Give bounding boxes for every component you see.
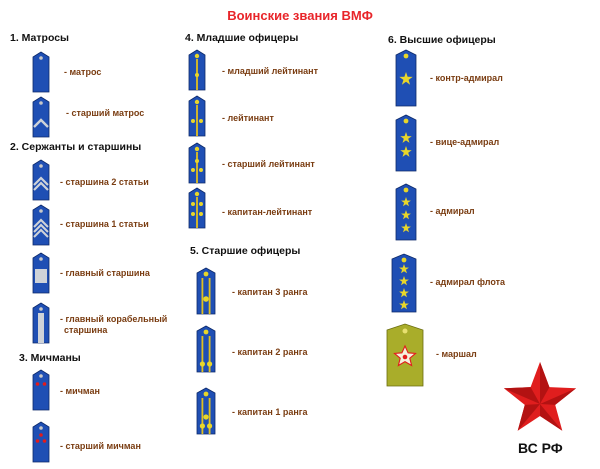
page-title: Воинские звания ВМФ [227, 8, 373, 23]
rank-label-petty-officer-1st: - старшина 1 статьи [60, 219, 149, 229]
section-heading-warrant-officers: 3. Мичманы [19, 352, 81, 364]
rank-label-lieutenant: - лейтинант [222, 113, 274, 123]
rank-label-chief-petty-officer: - главный старшина [60, 268, 150, 278]
section-heading-senior-officers: 5. Старшие офицеры [190, 245, 301, 257]
emblem-text: ВС РФ [518, 440, 563, 456]
shoulder-board-chief-ship-petty-officer [33, 303, 49, 343]
rank-label-senior-warrant-officer: - старший мичман [60, 441, 141, 451]
shoulder-board-fleet-admiral [392, 254, 416, 312]
section-heading-senior-flag-officers: 6. Высшие офицеры [388, 34, 496, 46]
red-star-icon [500, 360, 580, 440]
section-heading-sergeants: 2. Сержанты и старшины [10, 141, 142, 153]
shoulder-board-lieutenant [189, 96, 205, 136]
rank-label-vice-admiral: - вице-адмирал [430, 137, 500, 147]
rank-label-fleet-admiral: - адмирал флота [430, 277, 506, 287]
rank-label-chief-ship-petty-officer-line2: старшина [64, 325, 108, 335]
rank-label-warrant-officer: - мичман [60, 386, 100, 396]
shoulder-board-chief-petty-officer [33, 253, 49, 293]
shoulder-board-captain-2nd-rank [197, 326, 215, 372]
shoulder-board-marshal [387, 324, 423, 386]
rank-label-chief-ship-petty-officer: - главный корабельный [60, 314, 168, 324]
shoulder-board-vice-admiral [396, 115, 416, 171]
shoulder-board-captain-lieutenant [189, 188, 205, 228]
shoulder-board-senior-lieutenant [189, 143, 205, 183]
shoulder-board-captain-1st-rank [197, 388, 215, 434]
rank-label-captain-2nd-rank: - капитан 2 ранга [232, 347, 308, 357]
shoulder-board-junior-lieutenant [189, 50, 205, 90]
rank-label-seaman: - матрос [64, 67, 102, 77]
shoulder-board-senior-warrant-officer [33, 422, 49, 462]
rank-label-marshal: - маршал [436, 349, 477, 359]
shoulder-board-petty-officer-2nd [33, 160, 49, 200]
rank-label-captain-1st-rank: - капитан 1 ранга [232, 407, 308, 417]
rank-label-petty-officer-2nd: - старшина 2 статьи [60, 177, 149, 187]
rank-label-senior-seaman: - старший матрос [66, 108, 145, 118]
shoulder-board-warrant-officer [33, 370, 49, 410]
rank-label-admiral: - адмирал [430, 206, 475, 216]
section-heading-junior-officers: 4. Младшие офицеры [185, 32, 299, 44]
shoulder-board-admiral [396, 184, 416, 240]
shoulder-board-seaman [33, 52, 49, 92]
shoulder-board-senior-seaman [33, 97, 49, 137]
shoulder-board-petty-officer-1st [33, 205, 49, 245]
rank-label-captain-lieutenant: - капитан-лейтинант [222, 207, 313, 217]
rank-label-captain-3rd-rank: - капитан 3 ранга [232, 287, 308, 297]
section-heading-sailors: 1. Матросы [10, 32, 70, 44]
rank-label-junior-lieutenant: - младший лейтинант [222, 66, 319, 76]
rank-label-senior-lieutenant: - старший лейтинант [222, 159, 315, 169]
shoulder-board-captain-3rd-rank [197, 268, 215, 314]
rank-label-rear-admiral: - контр-адмирал [430, 73, 503, 83]
shoulder-board-rear-admiral [396, 50, 416, 106]
